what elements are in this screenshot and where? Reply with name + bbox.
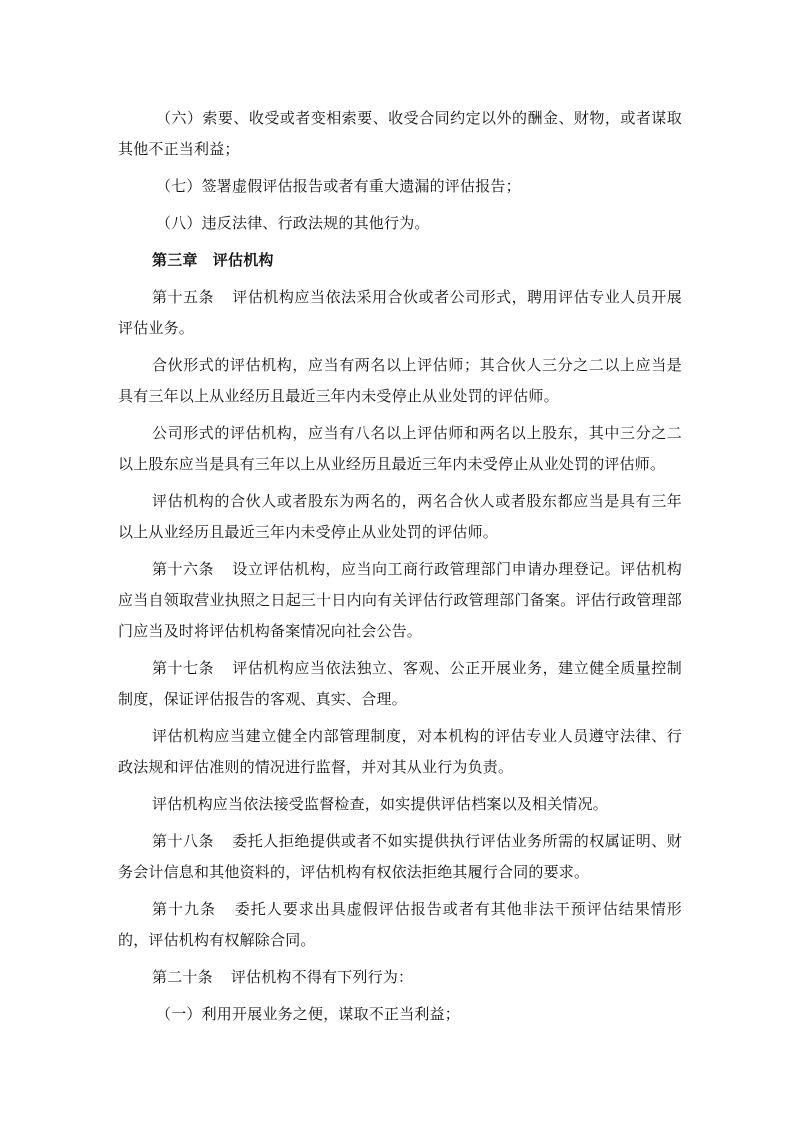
chapter-title: 第三章 评估机构: [152, 251, 274, 269]
paragraph-company-text: 公司形式的评估机构，应当有八名以上评估师和两名以上股东，其中三分之二以上股东应当是具有三年以上从业经历且最近三年内未受停止从业处罚的评估师。: [118, 424, 682, 473]
article-20-number: 第二十条: [152, 968, 213, 986]
item-one-text: （一）利用开展业务之便，谋取不正当利益；: [156, 1005, 461, 1023]
article-19-number: 第十九条: [152, 900, 216, 918]
item-six: [118, 103, 682, 165]
item-eight: [118, 208, 682, 239]
paragraph-supervision-text: 评估机构应当依法接受监督检查，如实提供评估档案以及相关情况。: [152, 795, 609, 813]
item-seven: [118, 171, 682, 202]
article-15-number: 第十五条: [152, 288, 215, 306]
paragraph-internal-management: [118, 721, 682, 783]
article-20: [118, 962, 682, 993]
article-17-number: 第十七条: [152, 659, 215, 677]
document-body: [118, 103, 682, 1036]
article-17-text: 评估机构应当依法独立、客观、公正开展业务，建立健全质量控制制度，保证评估报告的客观、真实、合理。: [118, 659, 682, 708]
item-eight-text: （八）违反法律、行政法规的其他行为。: [156, 214, 430, 232]
item-six-text: （六）索要、收受或者变相索要、收受合同约定以外的酬金、财物，或者谋取其他不正当利益；: [118, 109, 682, 158]
article-18-text: 委托人拒绝提供或者不如实提供执行评估业务所需的权属证明、财务会计信息和其他资料的，评估机构有权依法拒绝其履行合同的要求。: [118, 832, 682, 881]
article-16-text: 设立评估机构，应当向工商行政管理部门申请办理登记。评估机构应当自领取营业执照之日起三十日内向有关评估行政管理部门备案。评估行政管理部门应当及时将评估机构备案情况向社会公告。: [118, 560, 682, 640]
article-18-number: 第十八条: [152, 832, 215, 850]
chapter-heading: [118, 245, 682, 276]
article-16: [118, 554, 682, 647]
article-16-number: 第十六条: [152, 560, 215, 578]
paragraph-partnership: [118, 350, 682, 412]
paragraph-internal-management-text: 评估机构应当建立健全内部管理制度，对本机构的评估专业人员遵守法律、行政法规和评估准则的情况进行监督，并对其从业行为负责。: [118, 727, 682, 776]
article-19-text: 委托人要求出具虚假评估报告或者有其他非法干预评估结果情形的，评估机构有权解除合同。: [118, 900, 682, 949]
paragraph-two-members-text: 评估机构的合伙人或者股东为两名的，两名合伙人或者股东都应当是具有三年以上从业经历且最近三年内未受停止从业处罚的评估师。: [118, 492, 682, 541]
article-19: [118, 894, 682, 956]
article-15: [118, 282, 682, 344]
article-18: [118, 826, 682, 888]
paragraph-company: [118, 418, 682, 480]
article-15-text: 评估机构应当依法采用合伙或者公司形式，聘用评估专业人员开展评估业务。: [118, 288, 682, 337]
item-one: [118, 999, 682, 1030]
paragraph-two-members: [118, 486, 682, 548]
item-seven-text: （七）签署虚假评估报告或者有重大遗漏的评估报告；: [156, 177, 521, 195]
paragraph-supervision: [118, 789, 682, 820]
paragraph-partnership-text: 合伙形式的评估机构，应当有两名以上评估师；其合伙人三分之二以上应当是具有三年以上从业经历且最近三年内未受停止从业处罚的评估师。: [118, 356, 682, 405]
article-20-text: 评估机构不得有下列行为：: [230, 968, 414, 986]
article-17: [118, 653, 682, 715]
